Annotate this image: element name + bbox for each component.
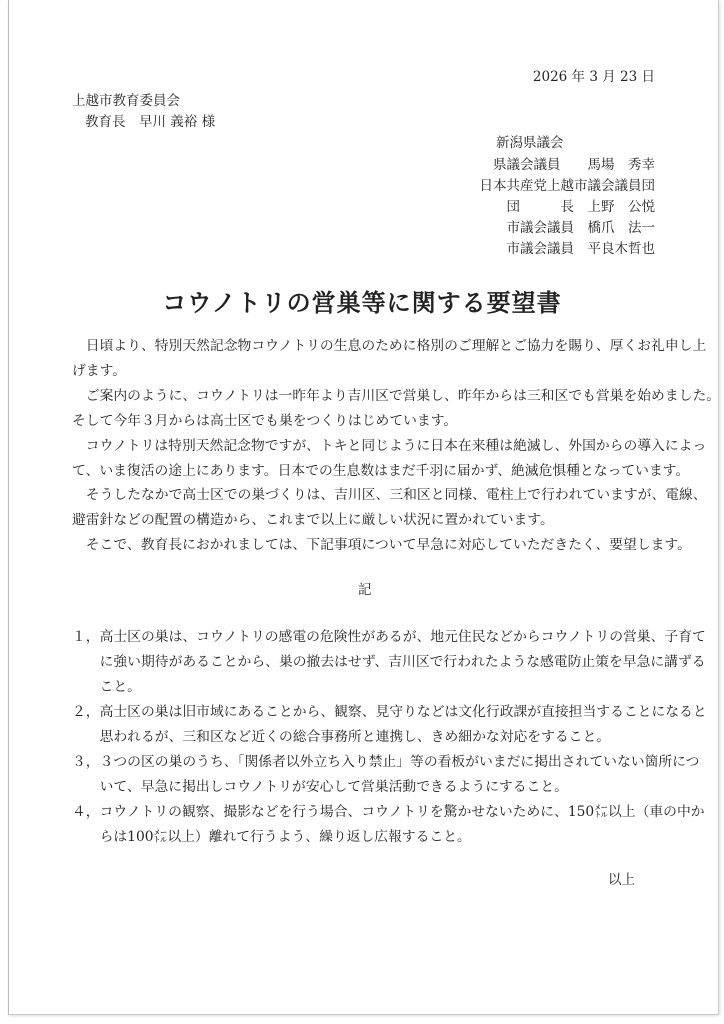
body-line: そうしたなかで高士区での巣づくりは、吉川区、三和区と同様、電柱上で行われていますが、電線、	[72, 487, 707, 504]
item-line: ２，高士区の巣は旧市域にあることから、観察、見守りなどは文化行政課が直接担当することになると	[72, 704, 707, 720]
recipient-person: 教育長 早川 義裕 様	[85, 114, 216, 130]
closing: 以上	[608, 872, 635, 888]
body-line: て、いま復活の途上にあります。日本での生息数はまだ千羽に届かず、絶滅危惧種となっています。	[72, 462, 690, 479]
sender-line: 市議会議員 橋爪 法一	[506, 220, 655, 236]
item-line: いて、早急に掲出しコウノトリが安心して営巣活動できるようにすること。	[72, 779, 568, 795]
item-line: に強い期待があることから、巣の撤去はせず、吉川区で行われたような感電防止策を早急に講ずる	[72, 654, 706, 670]
body-line: そこで、教育長におかれましては、下記事項について早急に対応していただきたく、要望します。	[72, 537, 691, 554]
document-date: 2026 年 3 月 23 日	[532, 69, 655, 85]
body-line: コウノトリは特別天然記念物ですが、トキと同じように日本在来種は絶滅し、外国からの導入によっ	[72, 437, 707, 454]
body-line: ご案内のように、コウノトリは一昨年より吉川区で営巣し、昨年からは三和区でも営巣を始めました。	[72, 387, 721, 404]
item-line: らは100㍍以上）離れて行うよう、繰り返し広報すること。	[72, 829, 471, 845]
sender-line: 日本共産党上越市議会議員団	[479, 178, 655, 194]
body-line: 日頃より、特別天然記念物コウノトリの生息のために格別のご理解とご協力を賜り、厚くお礼申し上	[72, 338, 707, 354]
item-line: 思われるが、三和区など近くの総合事務所と連携し、きめ細かな対応をすること。	[72, 729, 611, 745]
sender-line: 団 長 上野 公悦	[506, 199, 655, 215]
body-line: げます。	[72, 362, 127, 379]
sender-line: 県議会議員 馬場 秀幸	[493, 157, 655, 173]
item-line: ４，コウノトリの観察、撮影などを行う場合、コウノトリを驚かせないために、150㍍以上（車の中か	[72, 804, 705, 820]
item-line: ３，３つの区の巣のうち、「関係者以外立ち入り禁止」等の看板がいまだに掲出されていない箇所につ	[72, 754, 700, 770]
item-line: １，高士区の巣は、コウノトリの感電の危険性があるが、地元住民などからコウノトリの営巣、子育て	[72, 629, 706, 645]
item-line: こと。	[72, 679, 141, 695]
recipient-org: 上越市教育委員会	[72, 93, 180, 109]
sender-line: 新潟県議会	[496, 135, 564, 151]
sender-line: 市議会議員 平良木哲也	[506, 241, 655, 257]
body-line: 避雷針などの配置の構造から、これまで以上に厳しい状況に置かれています。	[72, 512, 554, 529]
document-title: コウノトリの営巣等に関する要望書	[162, 289, 562, 317]
ki-heading: 記	[358, 582, 372, 598]
page-border	[8, 0, 719, 1015]
body-line: そして今年３月からは高士区でも巣をつくりはじめています。	[72, 412, 458, 429]
